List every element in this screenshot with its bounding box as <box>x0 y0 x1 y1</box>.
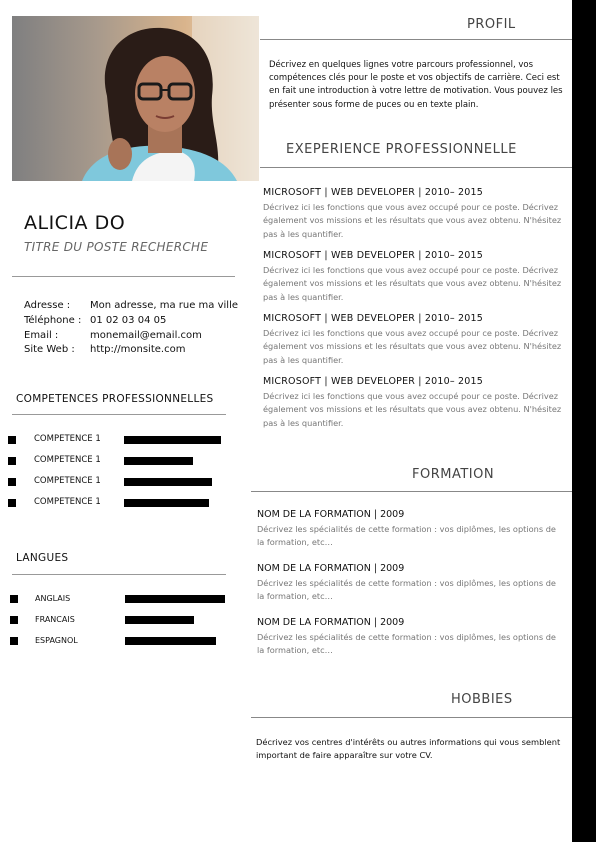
skill-level-bar <box>124 478 212 486</box>
languages-title: LANGUES <box>16 552 69 564</box>
right-edge-bar <box>572 0 596 842</box>
contact-row-address <box>24 299 238 314</box>
formation-item <box>257 563 562 603</box>
skill-row <box>8 434 238 446</box>
contact-value: monemail@email.com <box>90 329 202 341</box>
bullet-square-icon <box>8 457 16 465</box>
language-level-bar <box>125 595 225 603</box>
bullet-square-icon <box>8 478 16 486</box>
experience-desc: Décrivez ici les fonctions que vous avez occupé pour ce poste. Décrivez également vos missions et les résultats que vous avez obtenu. N'hésitez pas à les quantifier. <box>263 265 562 302</box>
experience-item <box>263 313 568 367</box>
formation-item <box>257 509 562 549</box>
divider <box>12 414 226 415</box>
skill-level-bar <box>124 499 209 507</box>
experience-heading: MICROSOFT | WEB DEVELOPER | 2010– 2015 <box>263 313 484 324</box>
contact-row-website <box>24 343 238 358</box>
experience-item <box>263 250 568 304</box>
language-level-bar <box>125 616 194 624</box>
experience-item <box>263 376 568 430</box>
formation-heading: NOM DE LA FORMATION | 2009 <box>257 563 405 574</box>
divider <box>12 574 226 575</box>
skill-level-bar <box>124 457 193 465</box>
language-row <box>10 593 240 605</box>
contact-value: 01 02 03 04 05 <box>90 314 167 326</box>
formation-desc: Décrivez les spécialités de cette formation : vos diplômes, les options de la formation, etc… <box>257 578 556 602</box>
experience-heading: MICROSOFT | WEB DEVELOPER | 2010– 2015 <box>263 187 484 198</box>
experience-desc: Décrivez ici les fonctions que vous avez occupé pour ce poste. Décrivez également vos missions et les résultats que vous avez obtenu. N'hésitez pas à les quantifier. <box>263 328 562 365</box>
language-label: FRANCAIS <box>35 615 75 624</box>
divider <box>260 167 572 168</box>
divider <box>12 276 235 277</box>
formation-desc: Décrivez les spécialités de cette formation : vos diplômes, les options de la formation, etc… <box>257 524 556 548</box>
candidate-name: ALICIA DO <box>24 212 126 234</box>
bullet-square-icon <box>10 637 18 645</box>
contact-value: http://monsite.com <box>90 344 186 356</box>
language-row <box>10 635 240 647</box>
experience-title: EXEPERIENCE PROFESSIONNELLE <box>286 142 517 157</box>
bullet-square-icon <box>8 436 16 444</box>
experience-heading: MICROSOFT | WEB DEVELOPER | 2010– 2015 <box>263 376 484 387</box>
experience-desc: Décrivez ici les fonctions que vous avez occupé pour ce poste. Décrivez également vos missions et les résultats que vous avez obtenu. N'hésitez pas à les quantifier. <box>263 202 562 239</box>
formation-desc: Décrivez les spécialités de cette formation : vos diplômes, les options de la formation, etc… <box>257 632 556 656</box>
experience-item <box>263 187 568 241</box>
bullet-square-icon <box>10 595 18 603</box>
contact-label: Site Web : <box>24 344 75 356</box>
formation-heading: NOM DE LA FORMATION | 2009 <box>257 509 405 520</box>
language-row <box>10 614 240 626</box>
experience-heading: MICROSOFT | WEB DEVELOPER | 2010– 2015 <box>263 250 484 261</box>
contact-label: Téléphone : <box>24 314 82 326</box>
hobbies-title: HOBBIES <box>451 692 513 707</box>
formation-heading: NOM DE LA FORMATION | 2009 <box>257 617 405 628</box>
skill-label: COMPETENCE 1 <box>34 455 101 465</box>
skill-row <box>8 455 238 467</box>
contact-value: Mon adresse, ma rue ma ville <box>90 300 238 311</box>
skill-label: COMPETENCE 1 <box>34 476 101 486</box>
formation-title: FORMATION <box>412 467 495 482</box>
language-label: ANGLAIS <box>35 594 71 603</box>
experience-desc: Décrivez ici les fonctions que vous avez occupé pour ce poste. Décrivez également vos missions et les résultats que vous avez obtenu. N'hésitez pas à les quantifier. <box>263 391 562 428</box>
divider <box>260 39 572 40</box>
hobbies-text: Décrivez vos centres d'intérêts ou autres informations qui vous semblent important de faire apparaître sur votre CV. <box>256 737 561 761</box>
bullet-square-icon <box>10 616 18 624</box>
skill-label: COMPETENCE 1 <box>34 497 101 507</box>
profil-text: Décrivez en quelques lignes votre parcours professionnel, vos compétences clés pour le poste et vos objectifs de carrière. Ceci est en fait une introduction à votre lettre de motivation. Vous pouvez les présenter sous forme de puces ou en texte plain. <box>269 60 563 110</box>
language-level-bar <box>125 637 216 645</box>
contact-label: Email : <box>24 329 59 341</box>
contact-row-email <box>24 329 238 344</box>
skill-row <box>8 497 238 509</box>
profil-title: PROFIL <box>467 17 516 32</box>
divider <box>251 491 572 492</box>
contact-label: Adresse : <box>24 300 71 311</box>
bullet-square-icon <box>8 499 16 507</box>
formation-item <box>257 617 562 657</box>
skill-row <box>8 476 238 488</box>
skill-level-bar <box>124 436 221 444</box>
profile-photo <box>12 16 259 181</box>
contact-row-phone <box>24 314 238 329</box>
divider <box>251 717 572 718</box>
contact-info <box>24 299 238 358</box>
job-title: TITRE DU POSTE RECHERCHE <box>24 240 209 254</box>
skill-label: COMPETENCE 1 <box>34 434 101 444</box>
language-label: ESPAGNOL <box>35 636 78 645</box>
skills-title: COMPETENCES PROFESSIONNELLES <box>16 393 214 405</box>
